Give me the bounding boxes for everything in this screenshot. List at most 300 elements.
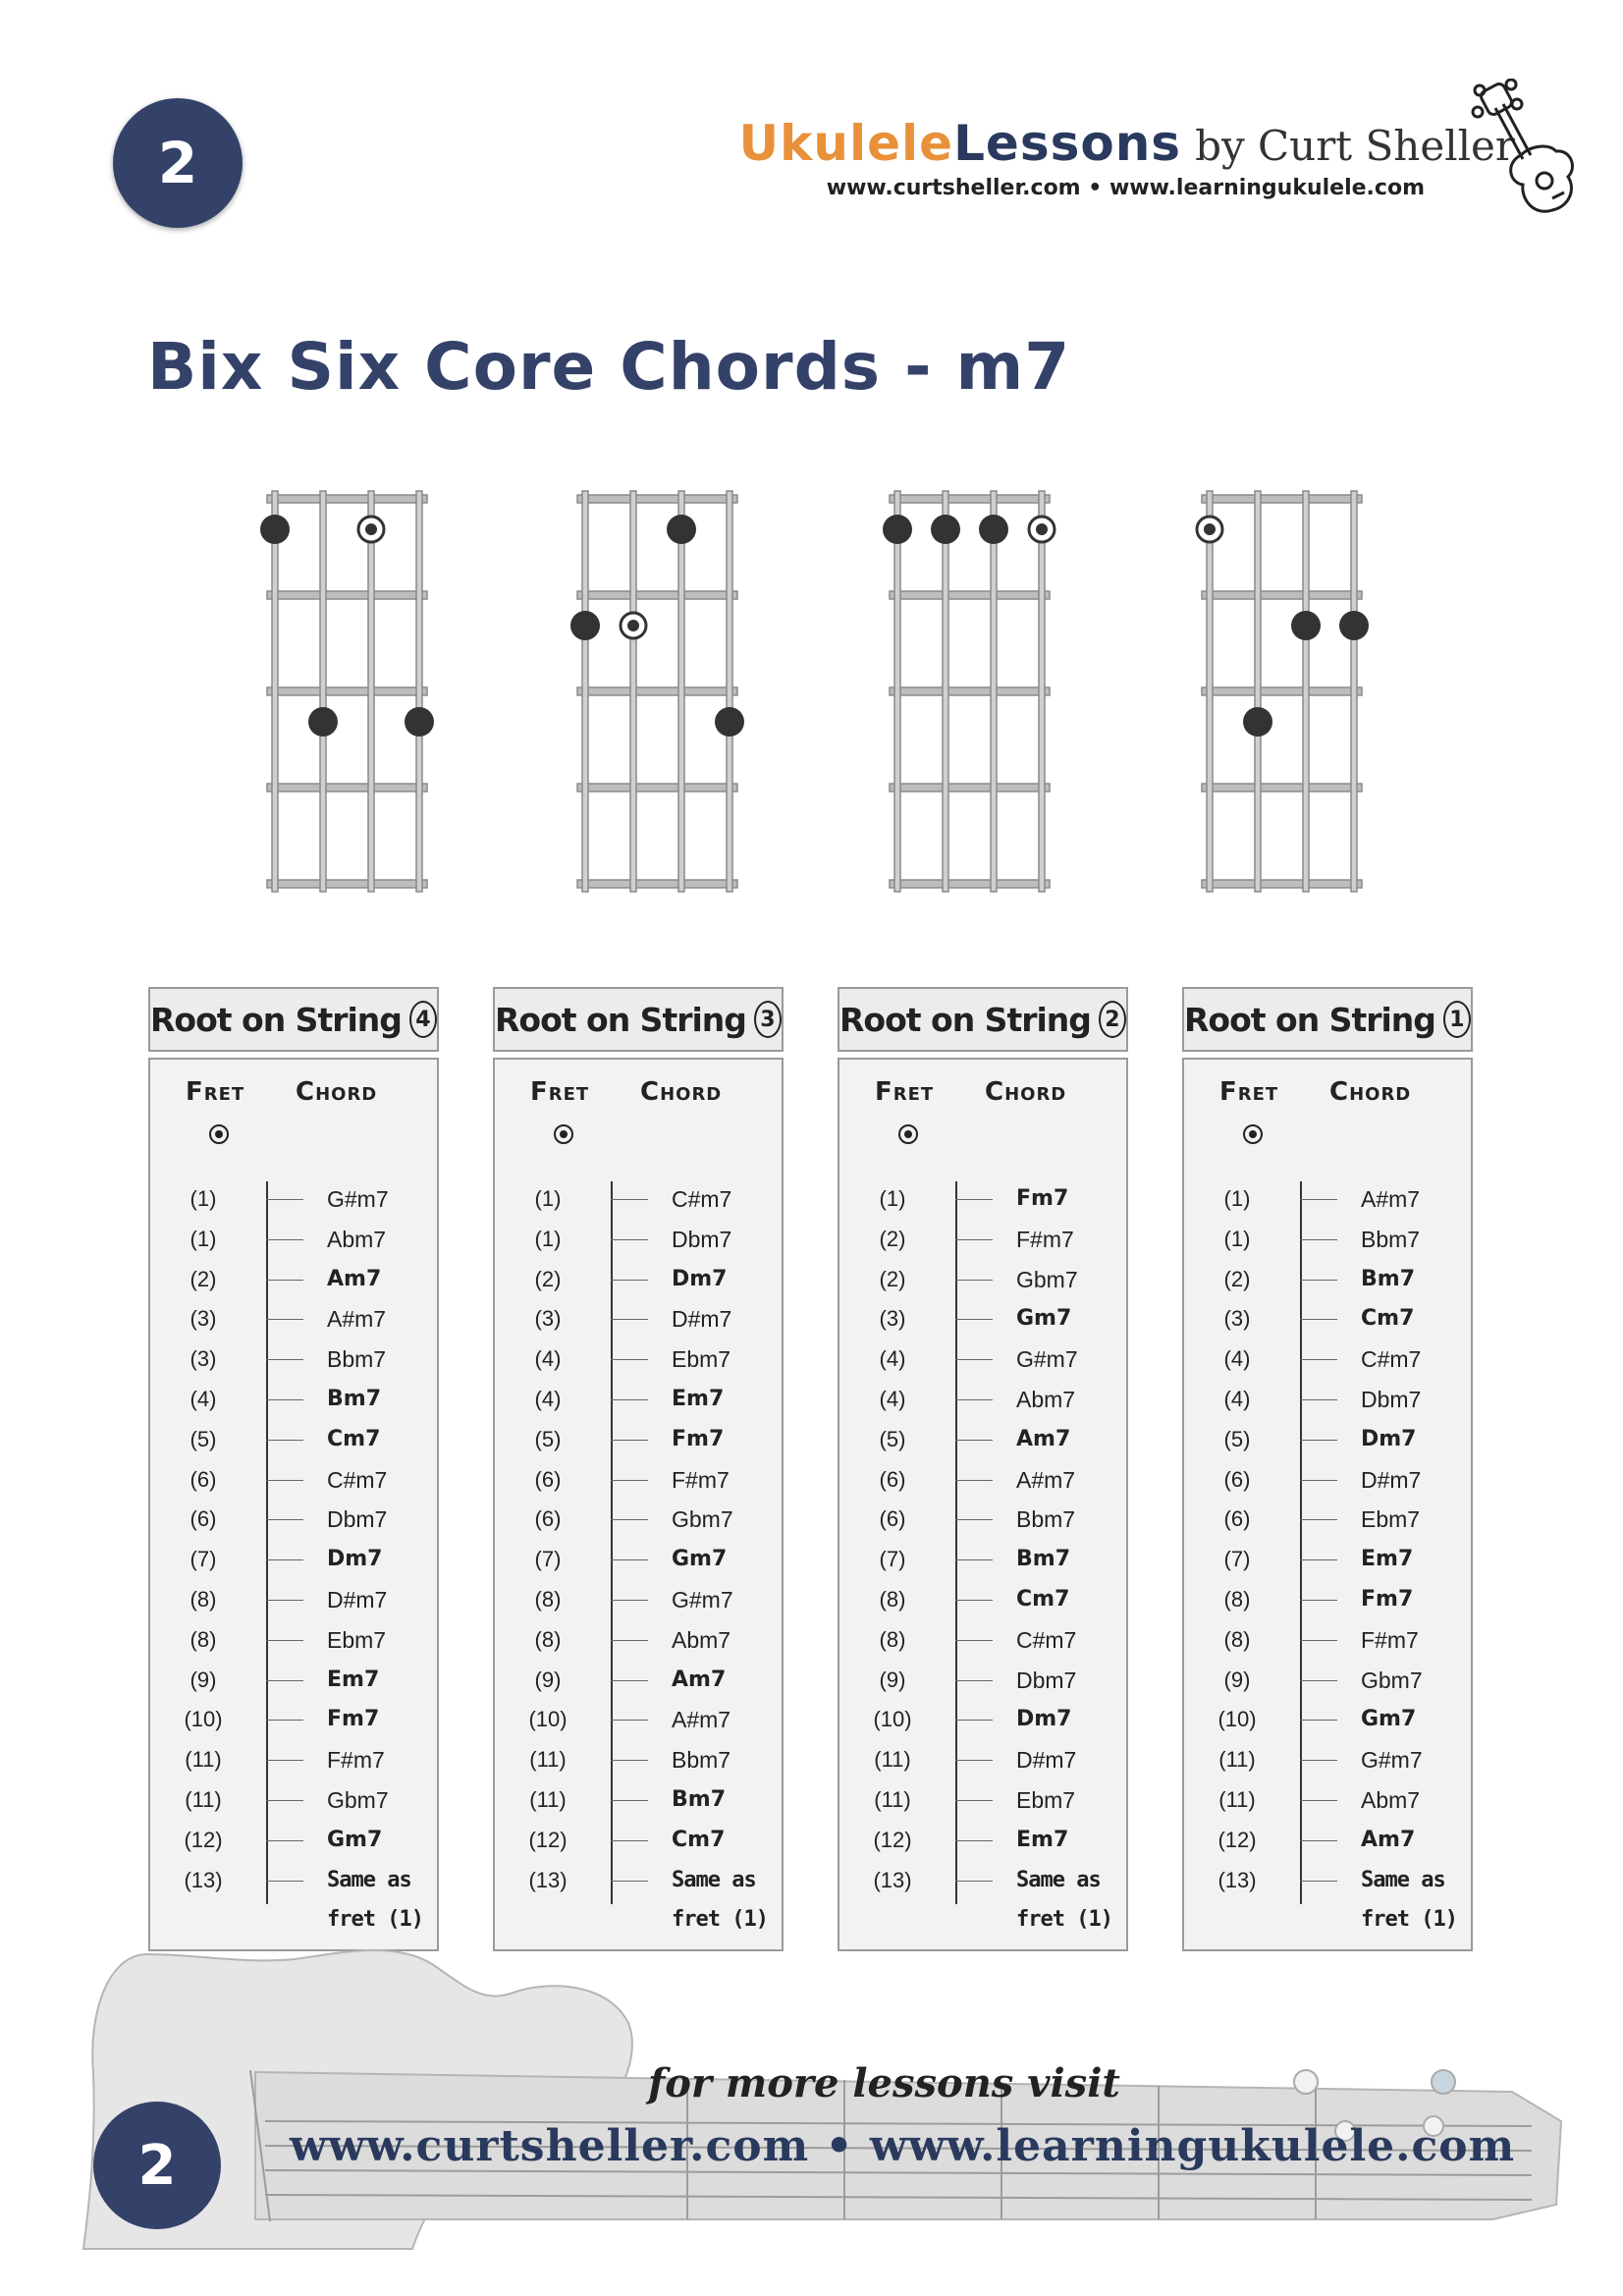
fret-cell: (8) [879, 1587, 906, 1612]
chord-diagram-3 [883, 491, 1055, 892]
fret-cell: (13) [528, 1867, 568, 1892]
footer-page-number: 2 [137, 2133, 177, 2198]
row-tick [955, 1199, 993, 1200]
fret-cell: (9) [189, 1667, 217, 1692]
chord-cell: Gm7 [327, 1827, 383, 1852]
row-tick [955, 1280, 993, 1281]
row-tick [611, 1519, 648, 1520]
fret-wire [890, 784, 1050, 792]
footer-visit-text: for more lessons visit [648, 2060, 1120, 2106]
finger-dot [979, 515, 1008, 544]
chord-cell: F#m7 [1361, 1626, 1419, 1653]
row-tick [1300, 1840, 1337, 1841]
row-tick [611, 1199, 648, 1200]
fret-cell: (2) [1223, 1266, 1251, 1291]
string-line [678, 491, 684, 892]
row-tick [955, 1239, 993, 1240]
finger-dot [667, 515, 696, 544]
row-tick [1300, 1399, 1337, 1400]
row-tick [955, 1800, 993, 1801]
table-row [495, 1500, 785, 1539]
fret-cell: (3) [189, 1346, 217, 1372]
table-row [150, 1500, 441, 1539]
table-heading-text: Root on String [150, 1000, 402, 1039]
table-row [839, 1540, 1130, 1579]
fret-wire [577, 784, 737, 792]
table-row [150, 1821, 441, 1860]
fret-cell: (2) [879, 1266, 906, 1291]
row-tick [1300, 1600, 1337, 1601]
fret-cell: (6) [1223, 1506, 1251, 1532]
fret-cell: (4) [879, 1346, 906, 1372]
row-tick [1300, 1800, 1337, 1801]
table-row [495, 1380, 785, 1419]
table-row [495, 1339, 785, 1379]
fret-cell: (8) [189, 1626, 217, 1652]
fret-cell: (11) [1218, 1747, 1256, 1773]
fret-cell: (8) [1223, 1587, 1251, 1612]
table-row [495, 1260, 785, 1299]
col-header-chord: Chord [296, 1077, 378, 1107]
page-title: Bix Six Core Chords - m7 [147, 329, 1071, 405]
table-row [1184, 1420, 1475, 1459]
row-tick [611, 1319, 648, 1320]
fret-cell: (1) [534, 1186, 562, 1211]
fret-cell: (3) [189, 1306, 217, 1332]
fret-cell: (5) [534, 1426, 562, 1451]
table-row [839, 1380, 1130, 1419]
chord-cell-tail: fret (1) [672, 1907, 768, 1933]
row-tick [611, 1720, 648, 1721]
string-line [727, 491, 732, 892]
chord-cell: Same as [1361, 1867, 1445, 1892]
table-row [839, 1220, 1130, 1259]
fret-cell: (3) [1223, 1306, 1251, 1332]
fret-cell: (13) [184, 1867, 223, 1892]
chord-cell: Bm7 [327, 1387, 381, 1411]
chord-diagram-2 [570, 491, 744, 892]
chord-cell-tail: fret (1) [1016, 1907, 1112, 1933]
root-finger-dot-center [1036, 523, 1048, 535]
chord-cell: Cm7 [1016, 1587, 1070, 1612]
chord-cell: Bbm7 [672, 1747, 731, 1774]
fret-cell: (5) [189, 1426, 217, 1451]
chord-cell: Am7 [1016, 1426, 1071, 1451]
chord-cell-tail: fret (1) [327, 1907, 423, 1933]
chord-cell-tail: fret (1) [1361, 1907, 1457, 1933]
fret-cell: (1) [1223, 1226, 1251, 1251]
table-body [493, 1058, 784, 1951]
chord-cell: G#m7 [1016, 1346, 1078, 1373]
fret-wire [1202, 784, 1362, 792]
table-row [495, 1620, 785, 1660]
string-number-badge: 1 [1443, 1001, 1471, 1038]
table-row [495, 1220, 785, 1259]
chord-cell: Ebm7 [327, 1626, 387, 1653]
fret-cell: (12) [528, 1827, 568, 1852]
row-tick [611, 1600, 648, 1601]
row-tick [611, 1239, 648, 1240]
fret-cell: (7) [1223, 1547, 1251, 1572]
string-line [320, 491, 326, 892]
table-body [838, 1058, 1128, 1951]
chord-cell: Dbm7 [1361, 1387, 1422, 1412]
chord-cell: Fm7 [1361, 1587, 1414, 1612]
chord-cell: Abm7 [327, 1226, 387, 1252]
row-tick [1300, 1640, 1337, 1641]
chord-cell: Ebm7 [1016, 1787, 1076, 1813]
table-row [150, 1620, 441, 1660]
fret-cell: (11) [185, 1747, 222, 1773]
chord-cell: Bbm7 [327, 1346, 387, 1373]
table-row [1184, 1861, 1475, 1900]
chord-cell: Dbm7 [327, 1506, 388, 1533]
table-row [495, 1861, 785, 1900]
string-line [416, 491, 422, 892]
chord-cell: D#m7 [672, 1306, 732, 1333]
row-tick [1300, 1440, 1337, 1441]
table-heading-text: Root on String [495, 1000, 746, 1039]
row-tick [1300, 1319, 1337, 1320]
table-row [839, 1260, 1130, 1299]
table-row [1184, 1220, 1475, 1259]
row-tick [955, 1640, 993, 1641]
brand-urls: www.curtsheller.com • www.learningukulele.com [826, 176, 1425, 200]
chord-cell: C#m7 [327, 1466, 388, 1493]
table-body [148, 1058, 439, 1951]
row-tick [955, 1319, 993, 1320]
chord-cell: A#m7 [327, 1306, 387, 1333]
fret-cell: (8) [1223, 1626, 1251, 1652]
fret-cell: (9) [879, 1667, 906, 1692]
table-row [839, 1179, 1130, 1219]
row-tick [266, 1881, 303, 1882]
fret-wire [1202, 687, 1362, 695]
chord-cell: F#m7 [672, 1466, 730, 1493]
fret-wire [577, 687, 737, 695]
row-tick [1300, 1519, 1337, 1520]
row-tick [266, 1840, 303, 1841]
chord-cell: Ebm7 [1361, 1506, 1421, 1533]
table-row [1184, 1460, 1475, 1500]
fret-wire [267, 880, 427, 888]
string-line [582, 491, 588, 892]
row-tick [266, 1359, 303, 1360]
table-row [1184, 1339, 1475, 1379]
string-line [894, 491, 900, 892]
brand-logo [738, 115, 1516, 200]
chord-cell: Dm7 [1361, 1426, 1417, 1451]
table-row [495, 1540, 785, 1579]
table-row [150, 1460, 441, 1500]
row-tick [1300, 1480, 1337, 1481]
fret-cell: (6) [879, 1466, 906, 1492]
string-number-badge: 4 [409, 1001, 437, 1038]
fret-cell: (8) [879, 1626, 906, 1652]
fret-cell: (4) [534, 1387, 562, 1411]
table-row [495, 1299, 785, 1339]
chord-cell: Fm7 [672, 1426, 725, 1451]
string-line [1207, 491, 1213, 892]
fret-cell: (11) [874, 1747, 911, 1773]
fret-cell: (11) [874, 1787, 911, 1812]
row-tick [266, 1680, 303, 1681]
row-tick [266, 1600, 303, 1601]
table-row [495, 1420, 785, 1459]
chord-cell: Same as [672, 1867, 756, 1892]
table-row [495, 1821, 785, 1860]
table-row [1184, 1179, 1475, 1219]
table-row [839, 1299, 1130, 1339]
col-header-chord: Chord [640, 1077, 723, 1107]
fret-cell: (13) [873, 1867, 912, 1892]
table-row [495, 1780, 785, 1820]
footer-urls: www.curtsheller.com • www.learningukulele.com [290, 2121, 1516, 2171]
row-tick [955, 1760, 993, 1761]
table-row [1184, 1821, 1475, 1860]
row-tick [611, 1559, 648, 1560]
col-header-fret: Fret [1219, 1077, 1279, 1107]
chord-cell: Dbm7 [672, 1226, 732, 1252]
row-tick [955, 1720, 993, 1721]
table-body [1182, 1058, 1473, 1951]
chord-cell: G#m7 [1361, 1747, 1423, 1774]
string-number-badge: 3 [754, 1001, 782, 1038]
row-tick [266, 1720, 303, 1721]
table-row [839, 1700, 1130, 1739]
table-row [150, 1220, 441, 1259]
fret-wire [577, 495, 737, 503]
table-heading-text: Root on String [839, 1000, 1091, 1039]
fret-cell: (12) [184, 1827, 223, 1852]
row-tick [611, 1399, 648, 1400]
chord-cell: Em7 [327, 1667, 380, 1692]
row-tick [266, 1319, 303, 1320]
chord-cell: Same as [327, 1867, 411, 1892]
row-tick [266, 1399, 303, 1400]
chord-cell: Cm7 [327, 1426, 381, 1451]
finger-dot [260, 515, 290, 544]
finger-dot [308, 707, 338, 737]
table-row [150, 1740, 441, 1779]
table-row [1184, 1700, 1475, 1739]
fret-cell: (5) [879, 1426, 906, 1451]
row-tick [266, 1519, 303, 1520]
table-row [150, 1540, 441, 1579]
row-tick [611, 1440, 648, 1441]
fret-cell: (6) [189, 1466, 217, 1492]
fret-cell: (4) [1223, 1387, 1251, 1411]
table-row [1184, 1299, 1475, 1339]
chord-cell: Same as [1016, 1867, 1101, 1892]
table-row [495, 1700, 785, 1739]
row-tick [955, 1359, 993, 1360]
chord-cell: G#m7 [672, 1587, 733, 1613]
finger-dot [570, 611, 600, 640]
chord-cell: Am7 [1361, 1827, 1416, 1852]
chord-cell: A#m7 [1016, 1466, 1076, 1493]
chord-cell: Abm7 [672, 1626, 731, 1653]
root-marker-icon [898, 1124, 918, 1144]
table-row [1184, 1580, 1475, 1619]
row-tick [266, 1440, 303, 1441]
fret-wire [267, 687, 427, 695]
row-tick [266, 1640, 303, 1641]
fret-cell: (11) [529, 1747, 567, 1773]
chord-cell: Dm7 [672, 1266, 728, 1291]
fret-cell: (8) [534, 1626, 562, 1652]
row-tick [266, 1559, 303, 1560]
row-tick [266, 1280, 303, 1281]
page-number: 2 [157, 130, 198, 196]
table-row [839, 1420, 1130, 1459]
brand-name [738, 115, 1516, 172]
finger-dot [883, 515, 912, 544]
fret-wire [890, 880, 1050, 888]
root-marker-icon [554, 1124, 573, 1144]
table-row [495, 1661, 785, 1700]
chord-cell: Bbm7 [1361, 1226, 1421, 1252]
table-row [1184, 1500, 1475, 1539]
row-tick [1300, 1881, 1337, 1882]
chord-cell: Fm7 [327, 1707, 380, 1732]
chord-cell: D#m7 [1361, 1466, 1422, 1493]
row-tick [1300, 1559, 1337, 1560]
row-tick [955, 1600, 993, 1601]
string-line [630, 491, 636, 892]
table-row [150, 1339, 441, 1379]
root-marker-icon [1243, 1124, 1263, 1144]
chord-cell: Bm7 [1016, 1547, 1070, 1572]
fret-cell: (4) [189, 1387, 217, 1411]
fret-cell: (6) [1223, 1466, 1251, 1492]
row-tick [1300, 1359, 1337, 1360]
finger-dot [931, 515, 960, 544]
chord-cell: Gm7 [1361, 1707, 1417, 1732]
fret-cell: (12) [1217, 1827, 1257, 1852]
chord-cell: Gbm7 [672, 1506, 733, 1533]
fret-cell: (8) [189, 1587, 217, 1612]
fret-cell: (3) [879, 1306, 906, 1332]
fret-wire [577, 591, 737, 599]
chord-diagram-1 [260, 491, 434, 892]
fret-cell: (13) [1217, 1867, 1257, 1892]
chord-cell: G#m7 [327, 1186, 389, 1212]
table-heading [493, 987, 784, 1052]
row-tick [955, 1881, 993, 1882]
table-row [150, 1260, 441, 1299]
fret-cell: (4) [534, 1346, 562, 1372]
brand-author: by Curt Sheller [1195, 122, 1515, 170]
fret-cell: (6) [534, 1506, 562, 1532]
table-row [839, 1821, 1130, 1860]
chord-cell: Gm7 [1016, 1306, 1072, 1332]
fret-cell: (10) [873, 1707, 912, 1732]
table-row [150, 1580, 441, 1619]
finger-dot [1291, 611, 1321, 640]
fret-cell: (1) [534, 1226, 562, 1251]
table-row [839, 1740, 1130, 1779]
chord-cell: Gbm7 [1361, 1667, 1423, 1693]
fret-cell: (2) [534, 1266, 562, 1291]
row-tick [1300, 1199, 1337, 1200]
table-row [839, 1780, 1130, 1820]
fret-cell: (10) [184, 1707, 223, 1732]
row-tick [611, 1800, 648, 1801]
table-row [150, 1380, 441, 1419]
finger-dot [1243, 707, 1272, 737]
table-heading [838, 987, 1128, 1052]
fret-cell: (7) [879, 1547, 906, 1572]
chord-cell: Abm7 [1361, 1787, 1421, 1813]
string-line [991, 491, 997, 892]
string-number-badge: 2 [1099, 1001, 1126, 1038]
fret-cell: (6) [534, 1466, 562, 1492]
table-row [839, 1339, 1130, 1379]
ukulele-icon [1466, 79, 1594, 236]
table-row [1184, 1540, 1475, 1579]
fret-wire [890, 495, 1050, 503]
table-row [495, 1580, 785, 1619]
table-row [1184, 1620, 1475, 1660]
col-header-fret: Fret [530, 1077, 590, 1107]
row-tick [611, 1480, 648, 1481]
fret-cell: (11) [529, 1787, 567, 1812]
fret-wire [577, 880, 737, 888]
table-row [495, 1460, 785, 1500]
fret-cell: (4) [1223, 1346, 1251, 1372]
brand-ukulele: Ukulele [738, 115, 954, 172]
chord-cell: A#m7 [1361, 1186, 1421, 1212]
row-tick [266, 1480, 303, 1481]
chord-cell: Em7 [1361, 1547, 1414, 1572]
fret-wire [267, 495, 427, 503]
chord-cell: Gbm7 [327, 1787, 389, 1813]
table-row [839, 1861, 1130, 1900]
fret-cell: (5) [1223, 1426, 1251, 1451]
row-tick [955, 1680, 993, 1681]
finger-dot [405, 707, 434, 737]
row-tick [955, 1480, 993, 1481]
fret-cell: (7) [189, 1547, 217, 1572]
chord-cell: Bbm7 [1016, 1506, 1076, 1533]
row-tick [611, 1359, 648, 1360]
fret-cell: (1) [879, 1186, 906, 1211]
fret-cell: (4) [879, 1387, 906, 1411]
fret-cell: (12) [873, 1827, 912, 1852]
chord-cell: Gbm7 [1016, 1266, 1078, 1292]
table-heading-text: Root on String [1184, 1000, 1435, 1039]
chord-cell: Am7 [672, 1667, 727, 1692]
table-heading [148, 987, 439, 1052]
table-row [1184, 1740, 1475, 1779]
row-tick [955, 1559, 993, 1560]
table-row [839, 1500, 1130, 1539]
finger-dot [1339, 611, 1369, 640]
fret-wire [1202, 495, 1362, 503]
fret-cell: (9) [1223, 1667, 1251, 1692]
string-line [1303, 491, 1309, 892]
chord-cell: C#m7 [672, 1186, 732, 1212]
row-tick [1300, 1239, 1337, 1240]
col-header-chord: Chord [985, 1077, 1067, 1107]
row-tick [1300, 1680, 1337, 1681]
chord-cell: Bm7 [1361, 1266, 1415, 1291]
fret-cell: (9) [534, 1667, 562, 1692]
table-row [839, 1460, 1130, 1500]
fret-wire [267, 591, 427, 599]
chord-cell: Ebm7 [672, 1346, 731, 1373]
